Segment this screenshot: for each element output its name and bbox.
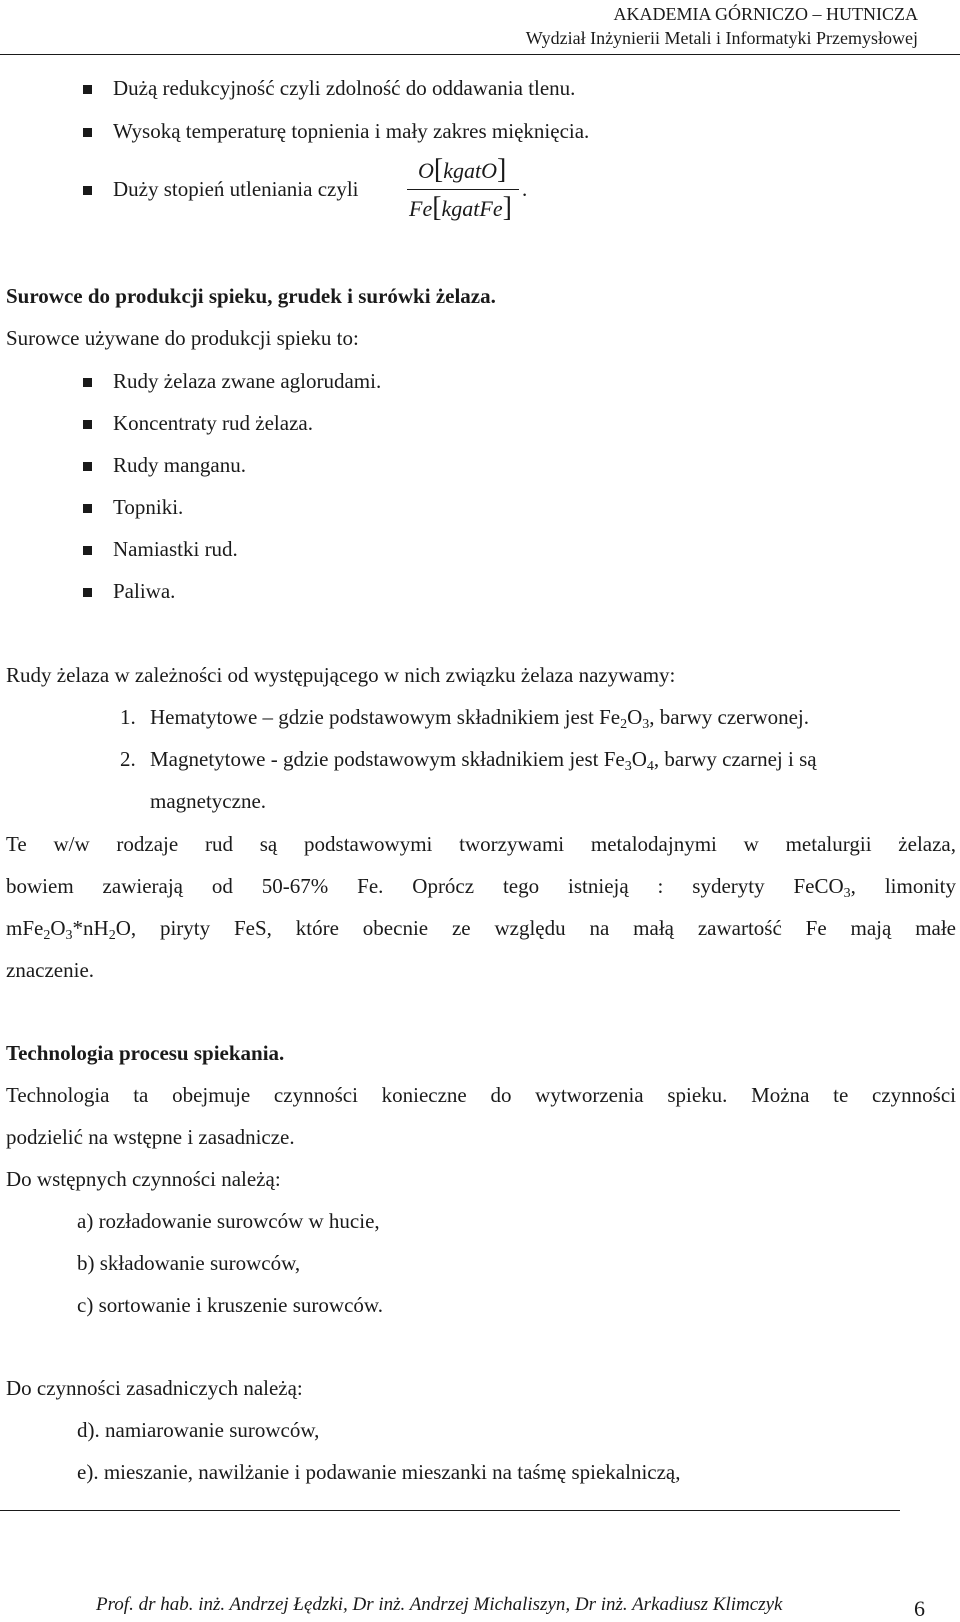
subscript: 2 (43, 928, 51, 943)
paragraph-line (6, 916, 956, 941)
bullet-icon (83, 378, 92, 387)
paragraph-line: Technologia ta obejmuje czynności konieczne do wytworzenia spieku. Można te czynności (6, 1083, 956, 1107)
ore-text: , barwy czerwonej. (649, 705, 810, 729)
bullet-icon (83, 420, 92, 429)
bullet-text: Dużą redukcyjność czyli zdolność do oddawania tlenu. (113, 76, 576, 100)
section-intro: Surowce używane do produkcji spieku to: (6, 326, 359, 350)
bullet-icon (83, 546, 92, 555)
ore-item-hematite (150, 705, 809, 730)
paragraph-text: *nH (72, 916, 109, 940)
list-item: Rudy manganu. (113, 453, 246, 477)
paragraph-text: mFe (6, 916, 44, 940)
ore-item-magnetite (150, 747, 817, 772)
fraction-den-symbol: Fe (409, 196, 433, 221)
list-item: b) składowanie surowców, (77, 1251, 301, 1275)
paragraph-line: podzielić na wstępne i zasadnicze. (6, 1125, 295, 1149)
footer-authors: Prof. dr hab. inż. Andrzej Łędzki, Dr inż. Andrzej Michaliszyn, Dr inż. Arkadiusz Klimczyk (96, 1594, 783, 1615)
section-heading-technology: Technologia procesu spiekania. (6, 1041, 285, 1065)
header-faculty: Wydział Inżynierii Metali i Informatyki Przemysłowej (525, 28, 918, 48)
list-item: Namiastki rud. (113, 537, 238, 561)
list-item: Koncentraty rud żelaza. (113, 411, 313, 435)
list-item: Paliwa. (113, 579, 176, 603)
bullet-icon (83, 186, 92, 195)
list-item: c) sortowanie i kruszenie surowców. (77, 1293, 383, 1317)
subscript: 2 (108, 928, 116, 943)
section-heading-raw-materials: Surowce do produkcji spieku, grudek i surówki żelaza. (6, 284, 496, 308)
bullet-text: Duży stopień utleniania czyli (113, 177, 359, 201)
fraction-den-rbracket: ] (502, 192, 512, 223)
ore-text: Hematytowe – gdzie podstawowym składnikiem jest Fe (150, 705, 621, 729)
fraction-den-lbracket: [ (432, 192, 442, 223)
fraction-num-rbracket: ] (496, 154, 507, 185)
bullet-icon (83, 588, 92, 597)
subscript: 3 (642, 717, 650, 732)
ores-intro: Rudy żelaza w zależności od występującego w nich związku żelaza nazywamy: (6, 663, 676, 687)
subscript: 3 (65, 928, 73, 943)
fraction-numerator (418, 154, 506, 186)
list-item: Topniki. (113, 495, 184, 519)
bullet-icon (83, 128, 92, 137)
bullet-icon (83, 462, 92, 471)
header-university: AKADEMIA GÓRNICZO – HUTNICZA (613, 4, 918, 24)
bullet-icon (83, 85, 92, 94)
fraction-period: . (522, 177, 528, 201)
subscript: 4 (646, 759, 654, 774)
header-rule (0, 54, 960, 55)
footer-rule (0, 1510, 900, 1511)
subscript: 2 (620, 717, 628, 732)
ore-text: Magnetytowe - gdzie podstawowym składnikiem jest Fe (150, 747, 625, 771)
fraction-denominator (409, 192, 512, 224)
paragraph-text: bowiem zawierają od 50-67% Fe. Oprócz tego istnieją : syderyty FeCO (6, 874, 844, 898)
ore-text: , barwy czarnej i są (653, 747, 817, 771)
bullet-text: Wysoką temperaturę topnienia i mały zakres mięknięcia. (113, 119, 590, 143)
page-number: 6 (914, 1596, 925, 1621)
paragraph-text: O (50, 916, 66, 940)
fraction-num-lbracket: [ (433, 154, 444, 185)
paragraph-text: O, piryty FeS, które obecnie ze względu na małą zawartość Fe mają małe (115, 916, 956, 940)
ore-text: O (627, 705, 643, 729)
subscript: 3 (843, 886, 851, 901)
paragraph-line: Te w/w rodzaje rud są podstawowymi tworzywami metalodajnymi w metalurgii żelaza, (6, 832, 956, 856)
subscript: 3 (624, 759, 632, 774)
fraction-num-unit: kgatO (443, 158, 497, 183)
main-intro: Do czynności zasadniczych należą: (6, 1376, 303, 1400)
fraction-num-symbol: O (418, 158, 434, 183)
paragraph-line (6, 874, 956, 899)
fraction-den-unit: kgatFe (441, 196, 503, 221)
paragraph-line: znaczenie. (6, 958, 95, 982)
list-item: e). mieszanie, nawilżanie i podawanie mieszanki na taśmę spiekalniczą, (77, 1460, 681, 1484)
bullet-icon (83, 504, 92, 513)
list-item: Rudy żelaza zwane aglorudami. (113, 369, 382, 393)
fraction-bar (407, 189, 519, 190)
ore-item-number: 1. (120, 705, 136, 729)
ore-item-number: 2. (120, 747, 136, 771)
ore-text: O (631, 747, 647, 771)
list-item: a) rozładowanie surowców w hucie, (77, 1209, 380, 1233)
ore-item-continuation: magnetyczne. (150, 789, 267, 813)
list-item: d). namiarowanie surowców, (77, 1418, 320, 1442)
paragraph-text: , limonity (850, 874, 956, 898)
prelim-intro: Do wstępnych czynności należą: (6, 1167, 281, 1191)
